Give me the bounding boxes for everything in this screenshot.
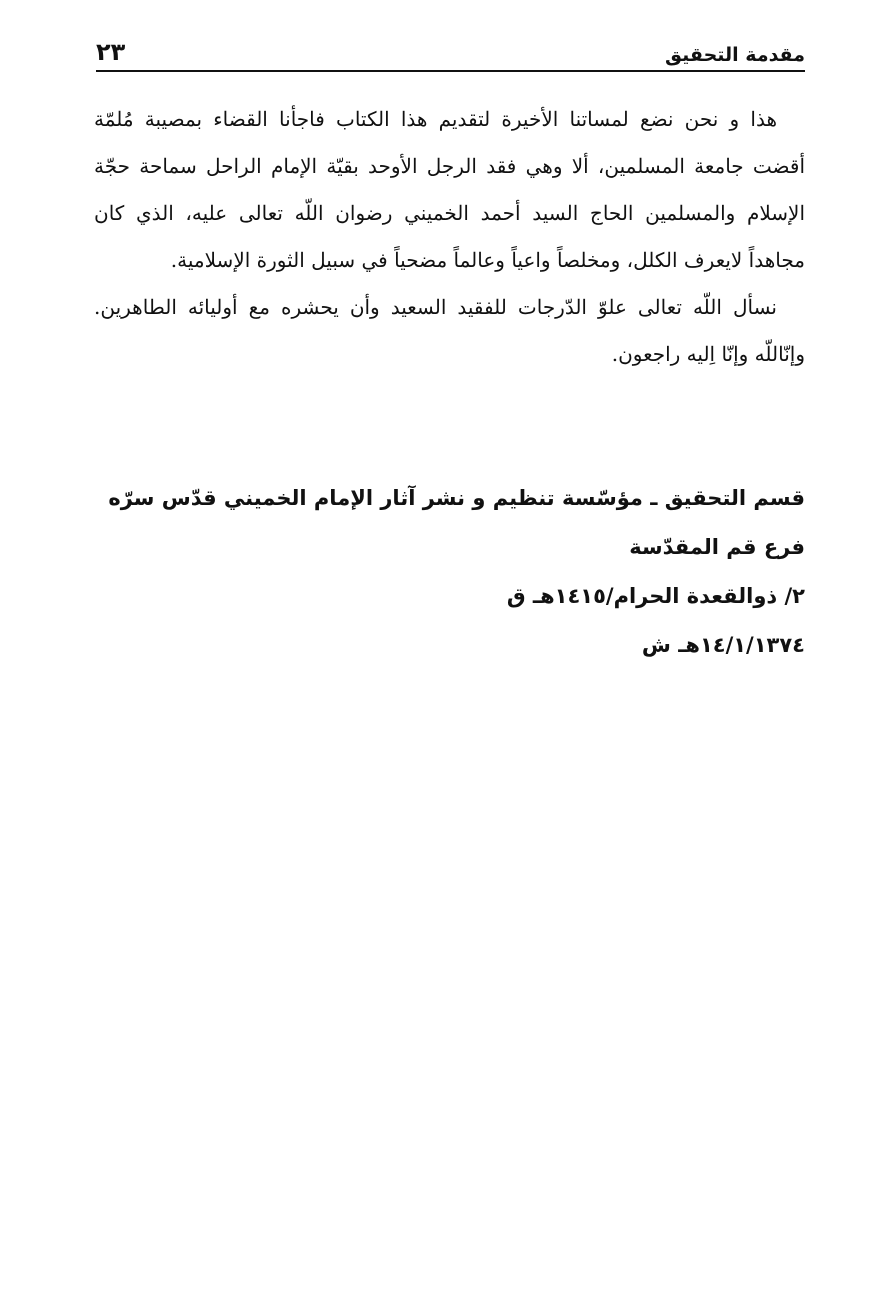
page-number: ٢٣	[96, 38, 126, 66]
signature-branch: فرع قم المقدّسة	[629, 535, 805, 559]
signature-institution: قسم التحقيق ـ مؤسّسة تنظيم و نشر آثار الإمام الخميني قدّس سرّه	[108, 486, 805, 510]
paragraph-2: نسأل اللّه تعالى علوّ الدّرجات للفقيد السعيد وأن يحشره مع أوليائه الطاهرين. وإنّاللّه وإنّا اِليه راجعون.	[94, 295, 805, 366]
paragraph-1: هذا و نحن نضع لمساتنا الأخيرة لتقديم هذا الكتاب فاجأنا القضاء بمصيبة مُلمّة أقضت جامعة المسلمين، ألا وهي فقد الرجل الأوحد بقيّة الإمام الراحل سماحة حجّة الإسلام والمسلمين الحاج السيد أحمد الخميني رضوان اللّه تعالى عليه، الذي كان مجاهداً لايعرف الكلل، ومخلصاً واعياً وعالماً مضحياً في سبيل الثورة الإسلامية.	[94, 107, 805, 272]
body-text	[94, 96, 805, 378]
signature-block	[94, 474, 805, 670]
signature-hijri-date: ٢/ ذوالقعدة الحرام/١٤١٥هـ ق	[506, 584, 805, 608]
signature-solar-date: ١٤/١/١٣٧٤هـ ش	[641, 633, 805, 657]
chapter-title: مقدمة التحقيق	[665, 44, 805, 66]
running-header	[96, 30, 805, 72]
